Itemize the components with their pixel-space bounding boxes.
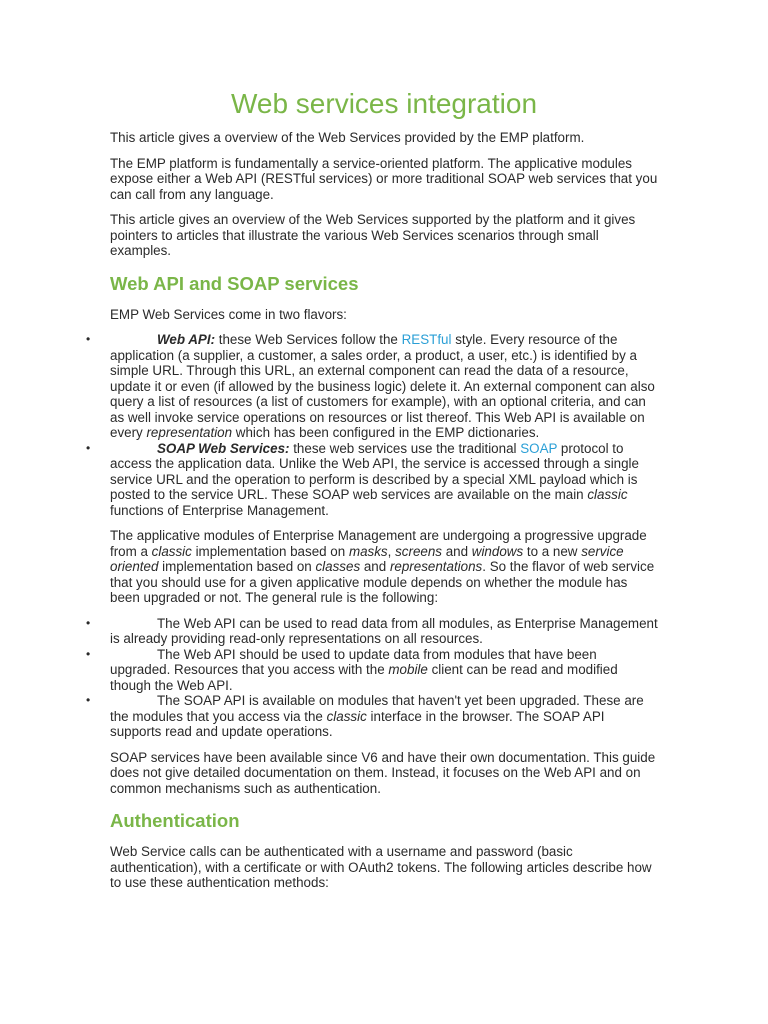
- authentication-paragraph: Web Service calls can be authenticated with a username and password (basic authentication), with a certificate or with OAuth2 tokens. The following articles describe how to use these authentication methods:: [110, 844, 652, 890]
- bullet-icon: •: [86, 615, 91, 630]
- intro-paragraph-2: The EMP platform is fundamentally a service-oriented platform. The applicative modules expose either a Web API (RESTful services) or more traditional SOAP web services that you can call from any language.: [110, 155, 658, 202]
- bullet-icon: •: [86, 440, 91, 455]
- bullet-icon: •: [86, 693, 91, 707]
- web-api-text-2: style. Every resource of the application (a supplier, a customer, a sales order, a product, a user, etc.) is identified by a simple URL. Through this URL, an external component can read the data of a resource, update it or even (if allowed by the business logic) delete it. An external component can also query a list of resources (a list of customers for example), with an optional criteria, and can as well invoke service operations on resources or list thereof. This Web API is available on every: [110, 332, 655, 440]
- intro-paragraph-1: This article gives a overview of the Web Services provided by the EMP platform.: [110, 130, 585, 145]
- intro-paragraph-3: This article gives an overview of the Web Services supported by the platform and it gives pointers to articles that illustrate the various Web Services scenarios through small examples.: [110, 212, 636, 258]
- flavors-list: [86, 332, 658, 518]
- bullet-icon: •: [86, 332, 91, 346]
- soap-text-2: protocol to access the application data. Unlike the Web API, the service is accessed through a single service URL and the operation to perform is described by a special XML payload which is posted to the service URL. These SOAP web services are available on the main: [110, 440, 639, 502]
- rules-list: [86, 615, 658, 740]
- representation-em: representation: [146, 425, 233, 440]
- upgrade-paragraph: The applicative modules of Enterprise Management are undergoing a progressive upgrade from a classic implementation based on masks, screens and windows to a new service oriented implementation based on classes and representations. So the flavor of web service that you should use for a given applicative module depends on whether the module has been upgraded or not. The general rule is the following:: [110, 528, 655, 605]
- web-api-text: these Web Services follow the: [215, 332, 402, 347]
- web-api-text-3: which has been configured in the EMP dictionaries.: [232, 425, 540, 440]
- classic-em: classic: [587, 487, 628, 502]
- soap-text: these web services use the traditional: [289, 440, 521, 456]
- rule-item-3: • The SOAP API is available on modules that haven't yet been upgraded. These are the modules that you access via the classic interface in the browser. The SOAP API supports read and update operations.: [86, 693, 644, 739]
- section-heading-web-api: Web API and SOAP services: [110, 272, 359, 294]
- page-title: Web services integration: [230, 88, 538, 119]
- soap-link[interactable]: SOAP: [520, 440, 558, 456]
- article-body: [86, 130, 658, 901]
- flavors-lead: EMP Web Services come in two flavors:: [110, 306, 347, 322]
- soap-closing-paragraph: SOAP services have been available since V6 and have their own documentation. This guide does not give detailed documentation on them. Instead, it focuses on the Web API and on common mechanisms such as authentication.: [110, 749, 656, 796]
- list-item-web-api: [86, 332, 658, 441]
- soap-label: SOAP Web Services:: [157, 440, 290, 456]
- restful-link[interactable]: RESTful: [401, 332, 452, 347]
- list-item-soap: [86, 440, 658, 519]
- web-api-label: Web API:: [157, 332, 216, 347]
- rule-item-1: • The Web API can be used to read data from all modules, as Enterprise Management is already providing read-only representations on all resources.: [86, 615, 658, 646]
- rule-item-2: • The Web API should be used to update data from modules that have been upgraded. Resources that you access with the mobile client can be read and modified though the Web API.: [86, 646, 618, 693]
- bullet-icon: •: [86, 646, 91, 661]
- soap-text-3: functions of Enterprise Management.: [110, 502, 329, 518]
- section-heading-authentication: Authentication: [110, 810, 240, 831]
